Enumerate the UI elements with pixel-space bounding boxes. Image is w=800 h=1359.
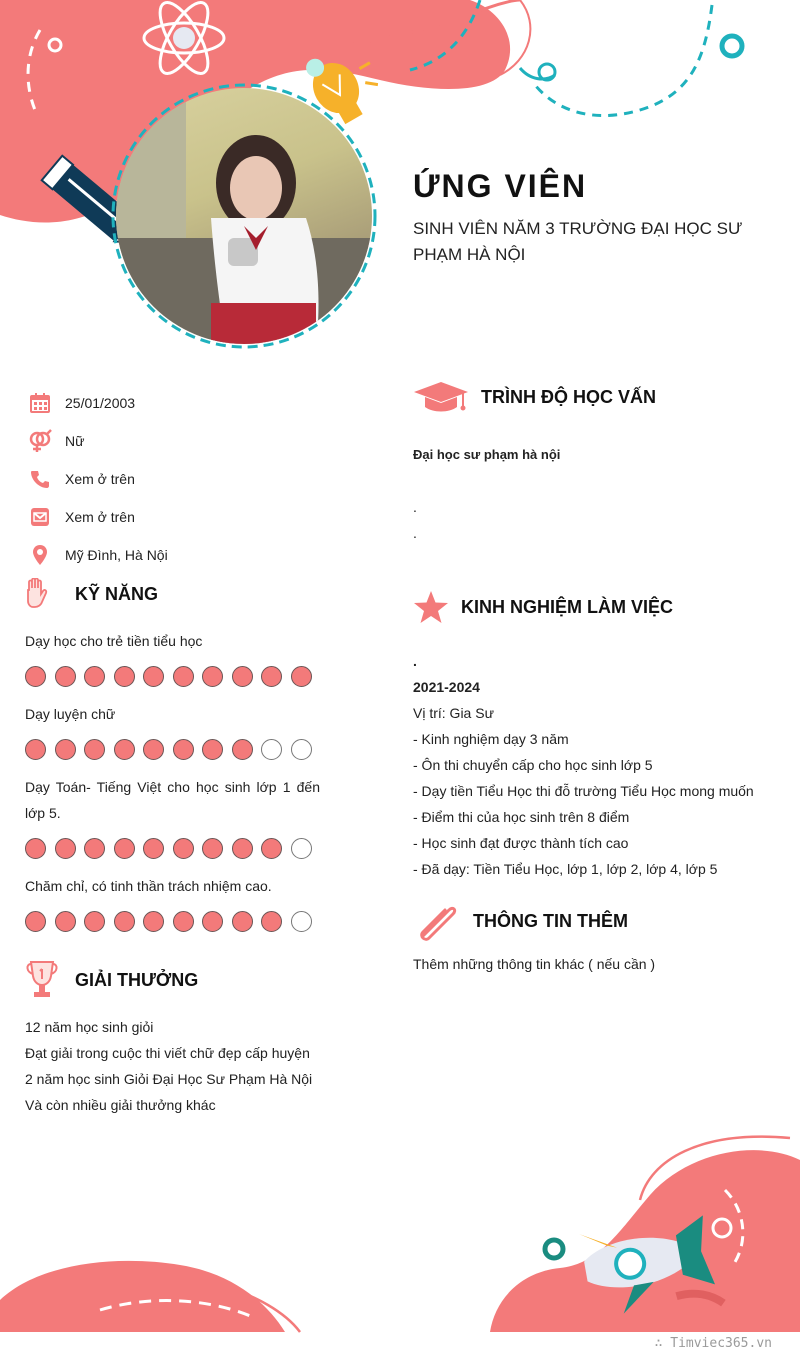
skill-name: Dạy học cho trẻ tiền tiểu học bbox=[25, 633, 203, 649]
rating-dot-filled bbox=[114, 666, 135, 687]
rating-dot-filled bbox=[173, 666, 194, 687]
rating-dot-filled bbox=[291, 666, 312, 687]
rating-dot-filled bbox=[114, 739, 135, 760]
experience-detail: - Học sinh đạt được thành tích cao bbox=[413, 835, 629, 851]
skills-list bbox=[25, 628, 320, 946]
rating-dot-filled bbox=[261, 838, 282, 859]
watermark: ∴ Timviec365.vn bbox=[654, 1336, 772, 1351]
rating-dot-filled bbox=[173, 739, 194, 760]
skills-section-title bbox=[25, 578, 158, 610]
rating-dot-filled bbox=[202, 838, 223, 859]
award-item: 12 năm học sinh giỏi bbox=[25, 1019, 154, 1035]
skill-rating bbox=[25, 838, 320, 859]
contact-text: Xem ở trên bbox=[65, 471, 135, 487]
experience-detail: - Ôn thi chuyển cấp cho học sinh lớp 5 bbox=[413, 757, 653, 773]
skill-name: Dạy luyện chữ bbox=[25, 706, 116, 722]
rating-dot-filled bbox=[202, 739, 223, 760]
calendar-icon bbox=[28, 391, 52, 415]
contact-email bbox=[28, 498, 348, 536]
experience-detail: - Đã dạy: Tiền Tiểu Học, lớp 1, lớp 2, lớp 4, lớp 5 bbox=[413, 861, 718, 877]
contact-text: Nữ bbox=[65, 433, 85, 449]
star-icon bbox=[413, 590, 449, 624]
rating-dot-filled bbox=[143, 739, 164, 760]
extra-title: THÔNG TIN THÊM bbox=[473, 910, 628, 931]
profile-photo bbox=[116, 88, 372, 344]
rating-dot-empty bbox=[291, 838, 312, 859]
trophy-icon bbox=[25, 960, 59, 1000]
education-section-title bbox=[413, 380, 656, 414]
rating-dot-filled bbox=[84, 838, 105, 859]
award-item: Và còn nhiều giải thưởng khác bbox=[25, 1097, 216, 1113]
awards-title: GIẢI THƯỞNG bbox=[75, 969, 199, 990]
experience-dot: . bbox=[413, 653, 417, 669]
rating-dot-filled bbox=[261, 911, 282, 932]
contact-address bbox=[28, 536, 348, 574]
rating-dot-filled bbox=[114, 911, 135, 932]
rating-dot-filled bbox=[232, 739, 253, 760]
skills-title: KỸ NĂNG bbox=[75, 583, 159, 604]
rating-dot-filled bbox=[173, 911, 194, 932]
candidate-subtitle: SINH VIÊN NĂM 3 TRƯỜNG ĐẠI HỌC SƯ PHẠM HÀ NỘI bbox=[413, 219, 743, 264]
contact-text: 25/01/2003 bbox=[65, 395, 136, 411]
rating-dot-filled bbox=[143, 666, 164, 687]
rating-dot-filled bbox=[114, 838, 135, 859]
experience-detail: - Điểm thi của học sinh trên 8 điểm bbox=[413, 809, 630, 825]
experience-position: Vị trí: Gia Sư bbox=[413, 705, 494, 721]
award-item: Đạt giải trong cuộc thi viết chữ đẹp cấp huyện bbox=[25, 1045, 310, 1061]
candidate-name: ỨNG VIÊN bbox=[413, 168, 588, 204]
education-content bbox=[413, 442, 773, 546]
graduation-cap-icon bbox=[413, 380, 469, 414]
avatar bbox=[116, 88, 372, 344]
rating-dot-empty bbox=[291, 911, 312, 932]
skill-name: Dạy Toán- Tiếng Việt cho học sinh lớp 1 đến lớp 5. bbox=[25, 779, 320, 821]
rating-dot-filled bbox=[202, 666, 223, 687]
rating-dot-filled bbox=[173, 838, 194, 859]
awards-list bbox=[25, 1014, 345, 1118]
rating-dot-empty bbox=[291, 739, 312, 760]
experience-section-title bbox=[413, 590, 673, 624]
skill-rating bbox=[25, 666, 320, 687]
phone-icon bbox=[28, 467, 52, 491]
rating-dot-filled bbox=[25, 838, 46, 859]
contact-gender bbox=[28, 422, 348, 460]
rating-dot-filled bbox=[84, 739, 105, 760]
rating-dot-filled bbox=[232, 911, 253, 932]
extra-content bbox=[413, 951, 773, 977]
rating-dot-filled bbox=[84, 666, 105, 687]
rating-dot-filled bbox=[25, 911, 46, 932]
rating-dot-filled bbox=[202, 911, 223, 932]
education-school: Đại học sư phạm hà nội bbox=[413, 447, 561, 462]
rating-dot-filled bbox=[55, 838, 76, 859]
extra-section-title bbox=[413, 900, 628, 942]
rating-dot-filled bbox=[25, 739, 46, 760]
contact-text: Xem ở trên bbox=[65, 509, 135, 525]
rating-dot-filled bbox=[232, 838, 253, 859]
contact-birthday bbox=[28, 384, 348, 422]
contact-text: Mỹ Đình, Hà Nội bbox=[65, 547, 168, 563]
education-line: . bbox=[413, 525, 417, 541]
skill-rating bbox=[25, 911, 320, 932]
education-line: . bbox=[413, 499, 417, 515]
contact-info bbox=[28, 384, 348, 574]
gender-icon bbox=[28, 429, 52, 453]
experience-content bbox=[413, 648, 773, 882]
extra-text: Thêm những thông tin khác ( nếu cần ) bbox=[413, 956, 656, 972]
rating-dot-filled bbox=[55, 666, 76, 687]
experience-detail: - Dạy tiền Tiểu Học thi đỗ trường Tiểu Học mong muốn bbox=[413, 783, 754, 799]
rating-dot-filled bbox=[55, 739, 76, 760]
hand-icon bbox=[25, 578, 49, 610]
experience-detail: - Kinh nghiệm dạy 3 năm bbox=[413, 731, 569, 747]
awards-section-title bbox=[25, 960, 198, 1000]
rating-dot-filled bbox=[84, 911, 105, 932]
profile-photo-frame bbox=[110, 82, 378, 350]
rating-dot-filled bbox=[232, 666, 253, 687]
experience-period: 2021-2024 bbox=[413, 679, 480, 695]
experience-title: KINH NGHIỆM LÀM VIỆC bbox=[461, 596, 674, 617]
rating-dot-empty bbox=[261, 739, 282, 760]
paperclip-icon bbox=[413, 900, 459, 942]
education-title: TRÌNH ĐỘ HỌC VẤN bbox=[481, 386, 656, 407]
skill-name: Chăm chỉ, có tinh thần trách nhiệm cao. bbox=[25, 878, 272, 894]
award-item: 2 năm học sinh Giỏi Đại Học Sư Phạm Hà Nội bbox=[25, 1071, 313, 1087]
contact-phone bbox=[28, 460, 348, 498]
skill-rating bbox=[25, 739, 320, 760]
rating-dot-filled bbox=[143, 911, 164, 932]
rating-dot-filled bbox=[55, 911, 76, 932]
email-icon bbox=[28, 505, 52, 529]
rating-dot-filled bbox=[143, 838, 164, 859]
location-icon bbox=[28, 543, 52, 567]
rating-dot-filled bbox=[261, 666, 282, 687]
rating-dot-filled bbox=[25, 666, 46, 687]
